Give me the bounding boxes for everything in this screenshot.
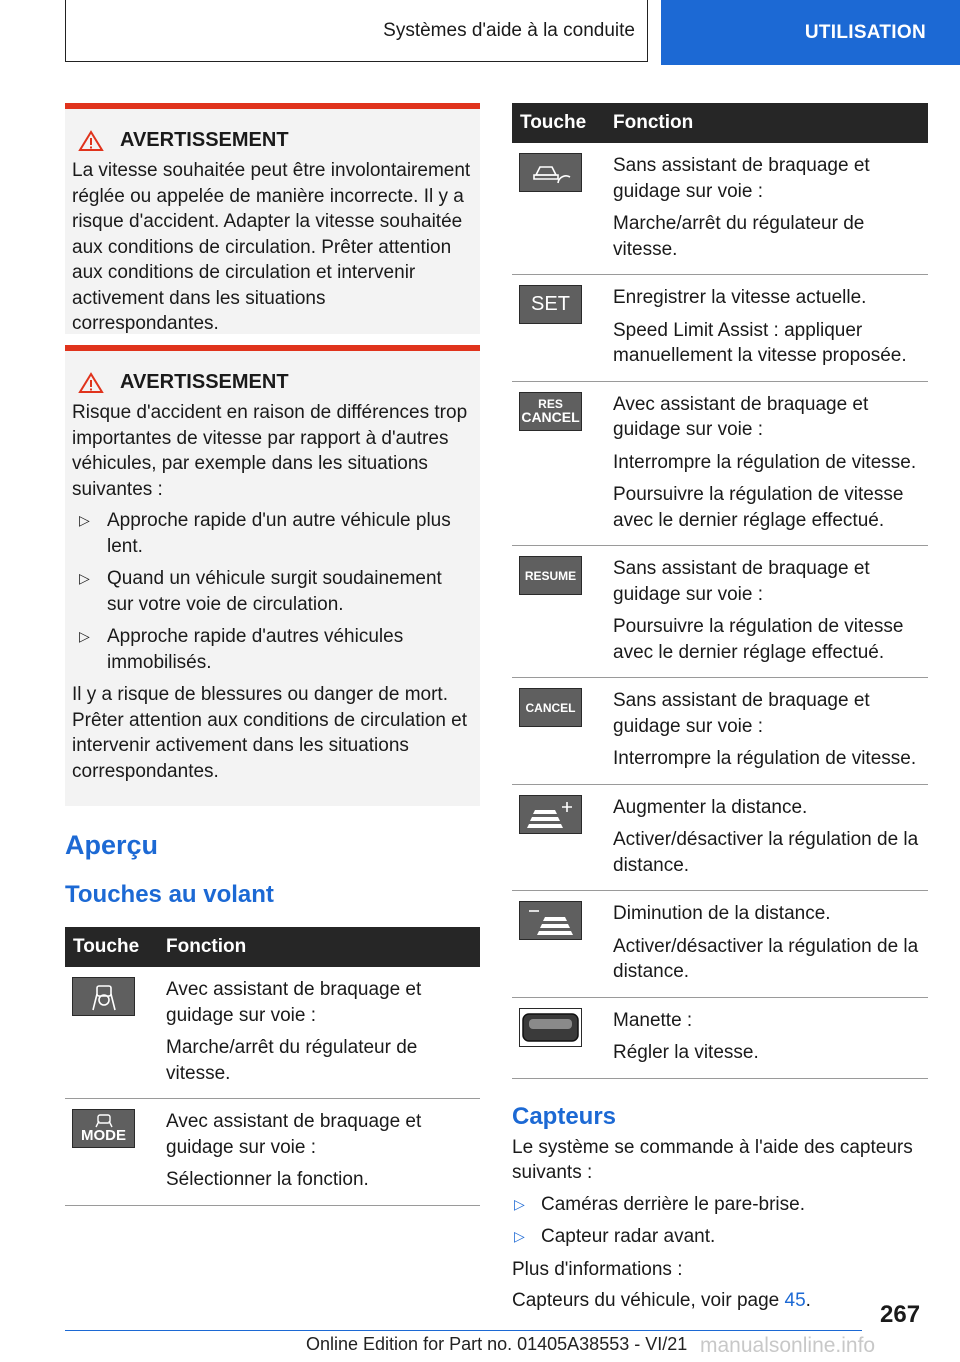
section-subtitle: Touches au volant: [65, 881, 274, 908]
table-row: [65, 967, 480, 1099]
table-row: [512, 784, 928, 891]
function-text: Marche/arrêt du régulateur de vitesse.: [166, 1037, 418, 1084]
function-text: Avec assistant de braquage et guidage sur voie :: [166, 979, 422, 1026]
steering-buttons-table-right: [512, 103, 928, 1079]
sensors-intro: Le système se commande à l'aide des capteurs suivants :: [512, 1136, 913, 1183]
warning-list: [72, 508, 472, 675]
edition-info: Online Edition for Part no. 01405A38553 - VI/21: [306, 1334, 688, 1354]
col-header-function: Fonction: [166, 927, 480, 967]
function-text: Marche/arrêt du régulateur de vitesse.: [613, 213, 865, 260]
function-text: Avec assistant de braquage et guidage sur voie :: [613, 393, 869, 440]
header-chapter-tab[interactable]: UTILISATION: [661, 0, 960, 65]
function-text: Interrompre la régulation de vitesse.: [613, 451, 917, 473]
more-info-label: Plus d'informations :: [512, 1258, 683, 1280]
list-item: ▷ Quand un véhicule surgit soudainement sur votre voie de circulation.: [72, 566, 472, 617]
res-cancel-button-icon: RES CANCEL: [519, 392, 582, 431]
list-item: ▷ Caméras derrière le pare-brise.: [512, 1192, 928, 1218]
col-header-function: Fonction: [613, 103, 928, 143]
function-text: Diminution de la distance.: [613, 903, 831, 924]
cruise-control-icon: [519, 153, 582, 192]
function-text: Régler la vitesse.: [613, 1042, 759, 1063]
warning-text: La vitesse souhaitée peut être involontairement réglée ou appelée de manière incorrecte. Il y a risque d'accident. Adapter la vitesse souhaitée aux conditions de circulation. Prêter attention aux conditions de circulation et intervenir activement dans les situations correspondantes.: [72, 160, 471, 334]
warning-title: AVERTISSEMENT: [78, 371, 472, 394]
warning-box-2: [65, 345, 480, 806]
warning-title: AVERTISSEMENT: [78, 129, 472, 152]
mode-button-icon: MODE: [72, 1109, 135, 1148]
page-number: 267: [880, 1301, 921, 1328]
function-text: Sélectionner la fonction.: [166, 1169, 369, 1190]
sensors-section: [512, 1103, 928, 1314]
footer-divider: [65, 1330, 862, 1331]
page-link[interactable]: 45: [784, 1290, 806, 1311]
list-item: ▷ Capteur radar avant.: [512, 1224, 928, 1250]
function-text: Avec assistant de braquage et guidage sur voie :: [166, 1111, 422, 1158]
header-section-title: Systèmes d'aide à la conduite: [65, 0, 648, 62]
set-button-icon: SET: [519, 285, 582, 324]
table-row: [512, 546, 928, 678]
left-column: [65, 103, 480, 1206]
table-row: [512, 891, 928, 998]
list-item: ▷ Approche rapide d'un autre véhicule plus lent.: [72, 508, 472, 559]
section-title: Aperçu: [65, 830, 159, 860]
warning-outro: Il y a risque de blessures ou danger de mort. Prêter attention aux conditions de circulation et intervenir activement dans les situations correspondantes.: [72, 684, 468, 782]
table-row: [512, 381, 928, 546]
cancel-button-icon: CANCEL: [519, 688, 582, 727]
sensors-list: [512, 1192, 928, 1250]
distance-minus-icon: [519, 901, 582, 940]
rocker-switch-icon: [519, 1008, 582, 1047]
watermark: manualsonline.info: [700, 1334, 876, 1357]
function-text: Poursuivre la régulation de vitesse avec le dernier réglage effectué.: [613, 616, 904, 663]
function-text: Enregistrer la vitesse actuelle.: [613, 287, 867, 308]
table-row: [512, 997, 928, 1078]
function-text: Sans assistant de braquage et guidage sur voie :: [613, 155, 870, 202]
sensors-title: Capteurs: [512, 1102, 617, 1130]
distance-plus-icon: [519, 795, 582, 834]
table-row: [512, 678, 928, 785]
warning-intro: Risque d'accident en raison de différences trop importantes de vitesse par rapport à d'autres véhicules, par exemple dans les situations suivantes :: [72, 402, 468, 500]
table-row: [65, 1099, 480, 1206]
warning-triangle-icon: [78, 130, 104, 152]
warning-box-1: [65, 103, 480, 334]
function-text: Sans assistant de braquage et guidage sur voie :: [613, 690, 870, 737]
steering-assist-icon: [72, 977, 135, 1016]
steering-buttons-table-left: [65, 927, 480, 1206]
function-text: Sans assistant de braquage et guidage sur voie :: [613, 558, 870, 605]
function-text: Augmenter la distance.: [613, 796, 808, 818]
table-row: [512, 275, 928, 382]
function-text: Speed Limit Assist : appliquer manuellement la vitesse proposée.: [613, 319, 907, 366]
page-reference: Capteurs du véhicule, voir page 45.: [512, 1290, 811, 1311]
col-header-key: Touche: [65, 927, 166, 967]
right-column: [512, 103, 928, 1320]
table-header: [512, 103, 928, 143]
function-text: Activer/désactiver la régulation de la distance.: [613, 829, 919, 876]
function-text: Poursuivre la régulation de vitesse avec le dernier réglage effectué.: [613, 484, 904, 531]
resume-button-icon: RESUME: [519, 556, 582, 595]
function-text: Activer/désactiver la régulation de la distance.: [613, 935, 919, 982]
list-item: ▷ Approche rapide d'autres véhicules immobilisés.: [72, 624, 472, 675]
function-text: Manette :: [613, 1009, 693, 1031]
table-header: [65, 927, 480, 967]
function-text: Interrompre la régulation de vitesse.: [613, 748, 917, 769]
table-row: [512, 143, 928, 275]
col-header-key: Touche: [512, 103, 613, 143]
warning-triangle-icon: [78, 372, 104, 394]
